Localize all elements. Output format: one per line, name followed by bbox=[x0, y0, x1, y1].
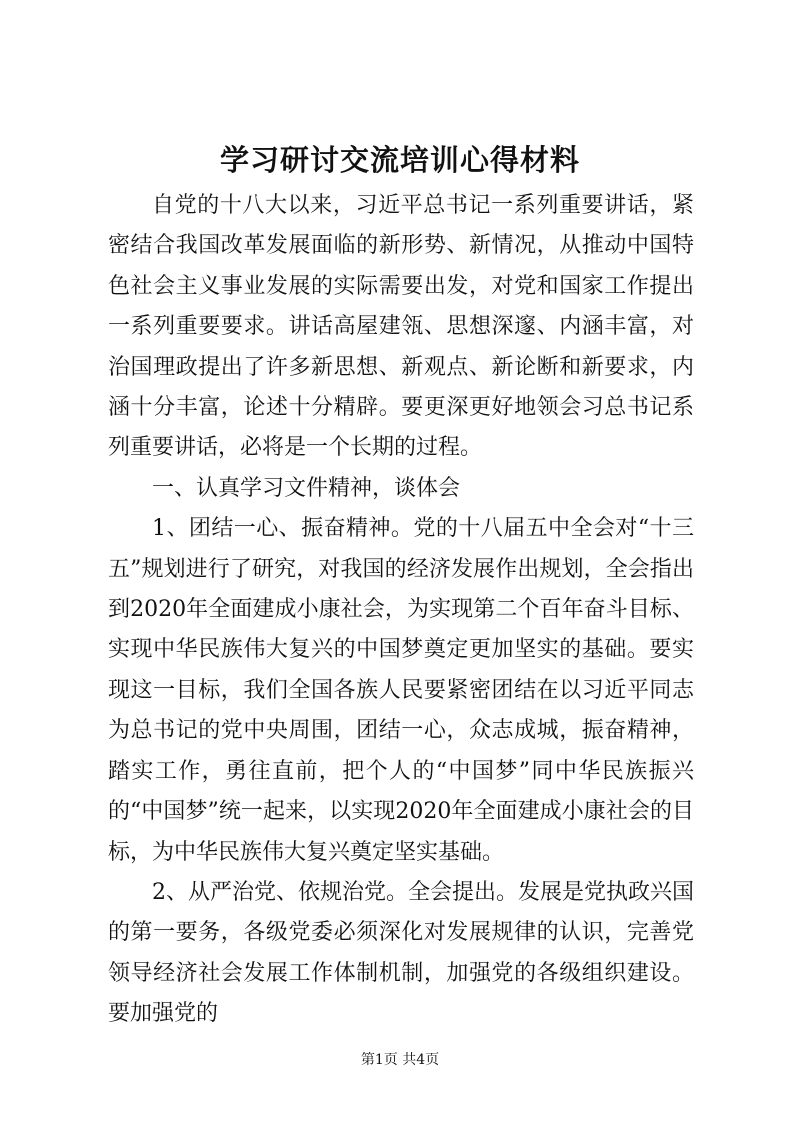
page-title: 学习研讨交流培训心得材料 bbox=[219, 143, 580, 177]
page-footer: 第1页 共4页 bbox=[360, 1052, 440, 1068]
paragraph-unity: 1、团结一心、振奋精神。党的十八届五中全会对“十三五”规划进行了研究，对我国的经济发展作出规划，全会指出到2020年全面建成小康社会，为实现第二个百年奋斗目标、实现中华民族伟大复兴的中国梦奠定更加坚实的基础。要实现这一目标，我们全国各族人民要紧密团结在以习近平同志为总书记的党中央周围，团结一心，众志成城，振奋精神，踏实工作，勇往直前，把个人的“中国梦”同中华民族振兴的“中国梦”统一起来，以实现2020年全面建成小康社会的目标，为中华民族伟大复兴奠定坚实基础。 bbox=[108, 516, 694, 865]
document-body bbox=[108, 186, 694, 1035]
paragraph-party-discipline: 2、从严治党、依规治党。全会提出。发展是党执政兴国的第一要务，各级党委必须深化对发展规律的认识，完善党领导经济社会发展工作体制机制，加强党的各级组织建设。要加强党的 bbox=[108, 879, 694, 1027]
section-heading-1: 一、认真学习文件精神，谈体会 bbox=[152, 475, 461, 501]
paragraph-intro: 自党的十八大以来，习近平总书记一系列重要讲话，紧密结合我国改革发展面临的新形势、新情况，从推动中国特色社会主义事业发展的实际需要出发，对党和国家工作提出一系列重要要求。讲话高屋建瓴、思想深邃、内涵丰富，对治国理政提出了许多新思想、新观点、新论断和新要求，内涵十分丰富，论述十分精辟。要更深更好地领会习总书记系列重要讲话，必将是一个长期的过程。 bbox=[108, 193, 694, 461]
